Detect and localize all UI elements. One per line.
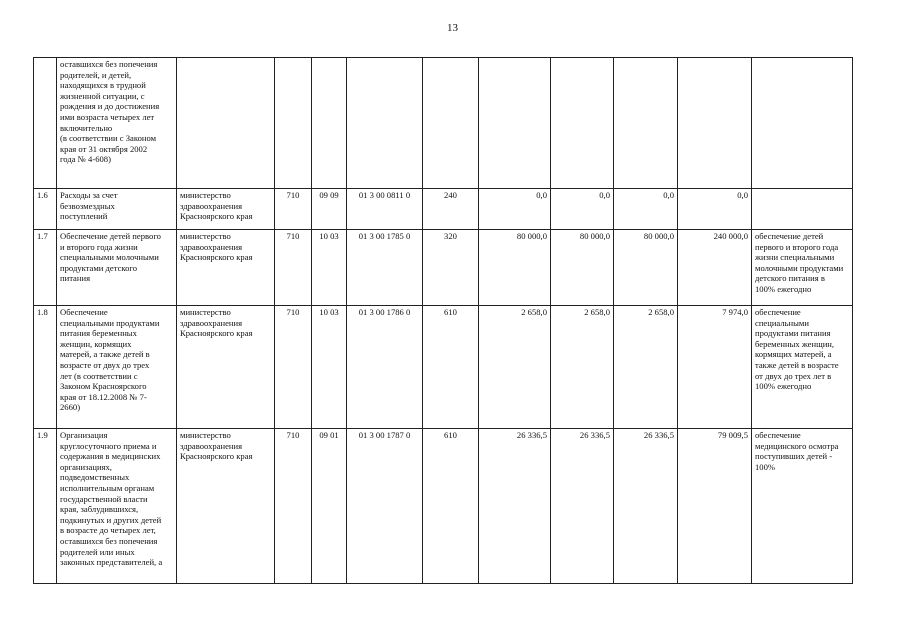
grbs-code-cell: 710 xyxy=(275,306,312,429)
year3-amount-cell xyxy=(614,58,678,189)
total-amount-cell: 0,0 xyxy=(678,189,752,230)
row-number-cell: 1.6 xyxy=(34,189,57,230)
table-row xyxy=(34,230,853,306)
page-number: 13 xyxy=(447,22,458,34)
grbs-code-cell xyxy=(275,58,312,189)
year1-amount-cell: 2 658,0 xyxy=(479,306,551,429)
administrator-cell: министерство здравоохранения Красноярского края xyxy=(177,230,275,306)
total-amount-cell: 79 009,5 xyxy=(678,429,752,584)
target-article-cell xyxy=(347,58,423,189)
expected-result-cell: обеспечение специальными продуктами питания беременных женщин, кормящих матерей, а также детей в возрасте от двух до трех лет в 100% ежегодно xyxy=(752,306,853,429)
section-code-cell xyxy=(312,58,347,189)
row-number-cell xyxy=(34,58,57,189)
target-article-cell: 01 3 00 1787 0 xyxy=(347,429,423,584)
year2-amount-cell xyxy=(551,58,614,189)
section-code-cell: 10 03 xyxy=(312,306,347,429)
target-article-cell: 01 3 00 1786 0 xyxy=(347,306,423,429)
activity-name-cell: Обеспечение специальными продуктами питания беременных женщин, кормящих матерей, а также детей в возрасте от двух до трех лет (в соответствии с Законом Красноярского края от 18.12.2008 № 7- 2660) xyxy=(57,306,177,429)
grbs-code-cell: 710 xyxy=(275,230,312,306)
section-code-cell: 10 03 xyxy=(312,230,347,306)
year3-amount-cell: 26 336,5 xyxy=(614,429,678,584)
year1-amount-cell: 80 000,0 xyxy=(479,230,551,306)
year1-amount-cell: 0,0 xyxy=(479,189,551,230)
year2-amount-cell: 80 000,0 xyxy=(551,230,614,306)
activity-name-cell: Обеспечение детей первого и второго года жизни специальными молочными продуктами детского питания xyxy=(57,230,177,306)
expected-result-cell: обеспечение детей первого и второго года жизни специальными молочными продуктами детского питания в 100% ежегодно xyxy=(752,230,853,306)
expected-result-cell xyxy=(752,58,853,189)
row-number-cell: 1.8 xyxy=(34,306,57,429)
year2-amount-cell: 2 658,0 xyxy=(551,306,614,429)
administrator-cell: министерство здравоохранения Красноярского края xyxy=(177,429,275,584)
table-row xyxy=(34,306,853,429)
section-code-cell: 09 09 xyxy=(312,189,347,230)
target-article-cell: 01 3 00 1785 0 xyxy=(347,230,423,306)
target-article-cell: 01 3 00 0811 0 xyxy=(347,189,423,230)
expense-type-cell: 610 xyxy=(423,429,479,584)
grbs-code-cell: 710 xyxy=(275,189,312,230)
activity-name-cell: Организация круглосуточного приема и содержания в медицинских организациях, подведомственных исполнительным органам государственной власти края, заблудившихся, подкинутых и других детей в возрасте до четырех лет, оставшихся без попечения родителей или иных законных представителей, а xyxy=(57,429,177,584)
table-row xyxy=(34,429,853,584)
expected-result-cell xyxy=(752,189,853,230)
activity-name-cell: оставшихся без попечения родителей, и детей, находящихся в трудной жизненной ситуации, с рождения и до достижения ими возраста четырех лет включительно (в соответствии с Законом края от 31 октября 2002 года № 4-608) xyxy=(57,58,177,189)
total-amount-cell: 7 974,0 xyxy=(678,306,752,429)
row-number-cell: 1.9 xyxy=(34,429,57,584)
administrator-cell: министерство здравоохранения Красноярского края xyxy=(177,306,275,429)
table-row xyxy=(34,58,853,189)
expense-type-cell: 320 xyxy=(423,230,479,306)
grbs-code-cell: 710 xyxy=(275,429,312,584)
total-amount-cell: 240 000,0 xyxy=(678,230,752,306)
year1-amount-cell: 26 336,5 xyxy=(479,429,551,584)
expense-type-cell: 610 xyxy=(423,306,479,429)
section-code-cell: 09 01 xyxy=(312,429,347,584)
expense-type-cell: 240 xyxy=(423,189,479,230)
table-row xyxy=(34,189,853,230)
year2-amount-cell: 26 336,5 xyxy=(551,429,614,584)
activity-name-cell: Расходы за счет безвозмездных поступлений xyxy=(57,189,177,230)
year3-amount-cell: 80 000,0 xyxy=(614,230,678,306)
total-amount-cell xyxy=(678,58,752,189)
expected-result-cell: обеспечение медицинского осмотра поступивших детей - 100% xyxy=(752,429,853,584)
row-number-cell: 1.7 xyxy=(34,230,57,306)
budget-table xyxy=(33,57,853,584)
expense-type-cell xyxy=(423,58,479,189)
year2-amount-cell: 0,0 xyxy=(551,189,614,230)
administrator-cell: министерство здравоохранения Красноярского края xyxy=(177,189,275,230)
administrator-cell xyxy=(177,58,275,189)
year3-amount-cell: 2 658,0 xyxy=(614,306,678,429)
year1-amount-cell xyxy=(479,58,551,189)
year3-amount-cell: 0,0 xyxy=(614,189,678,230)
